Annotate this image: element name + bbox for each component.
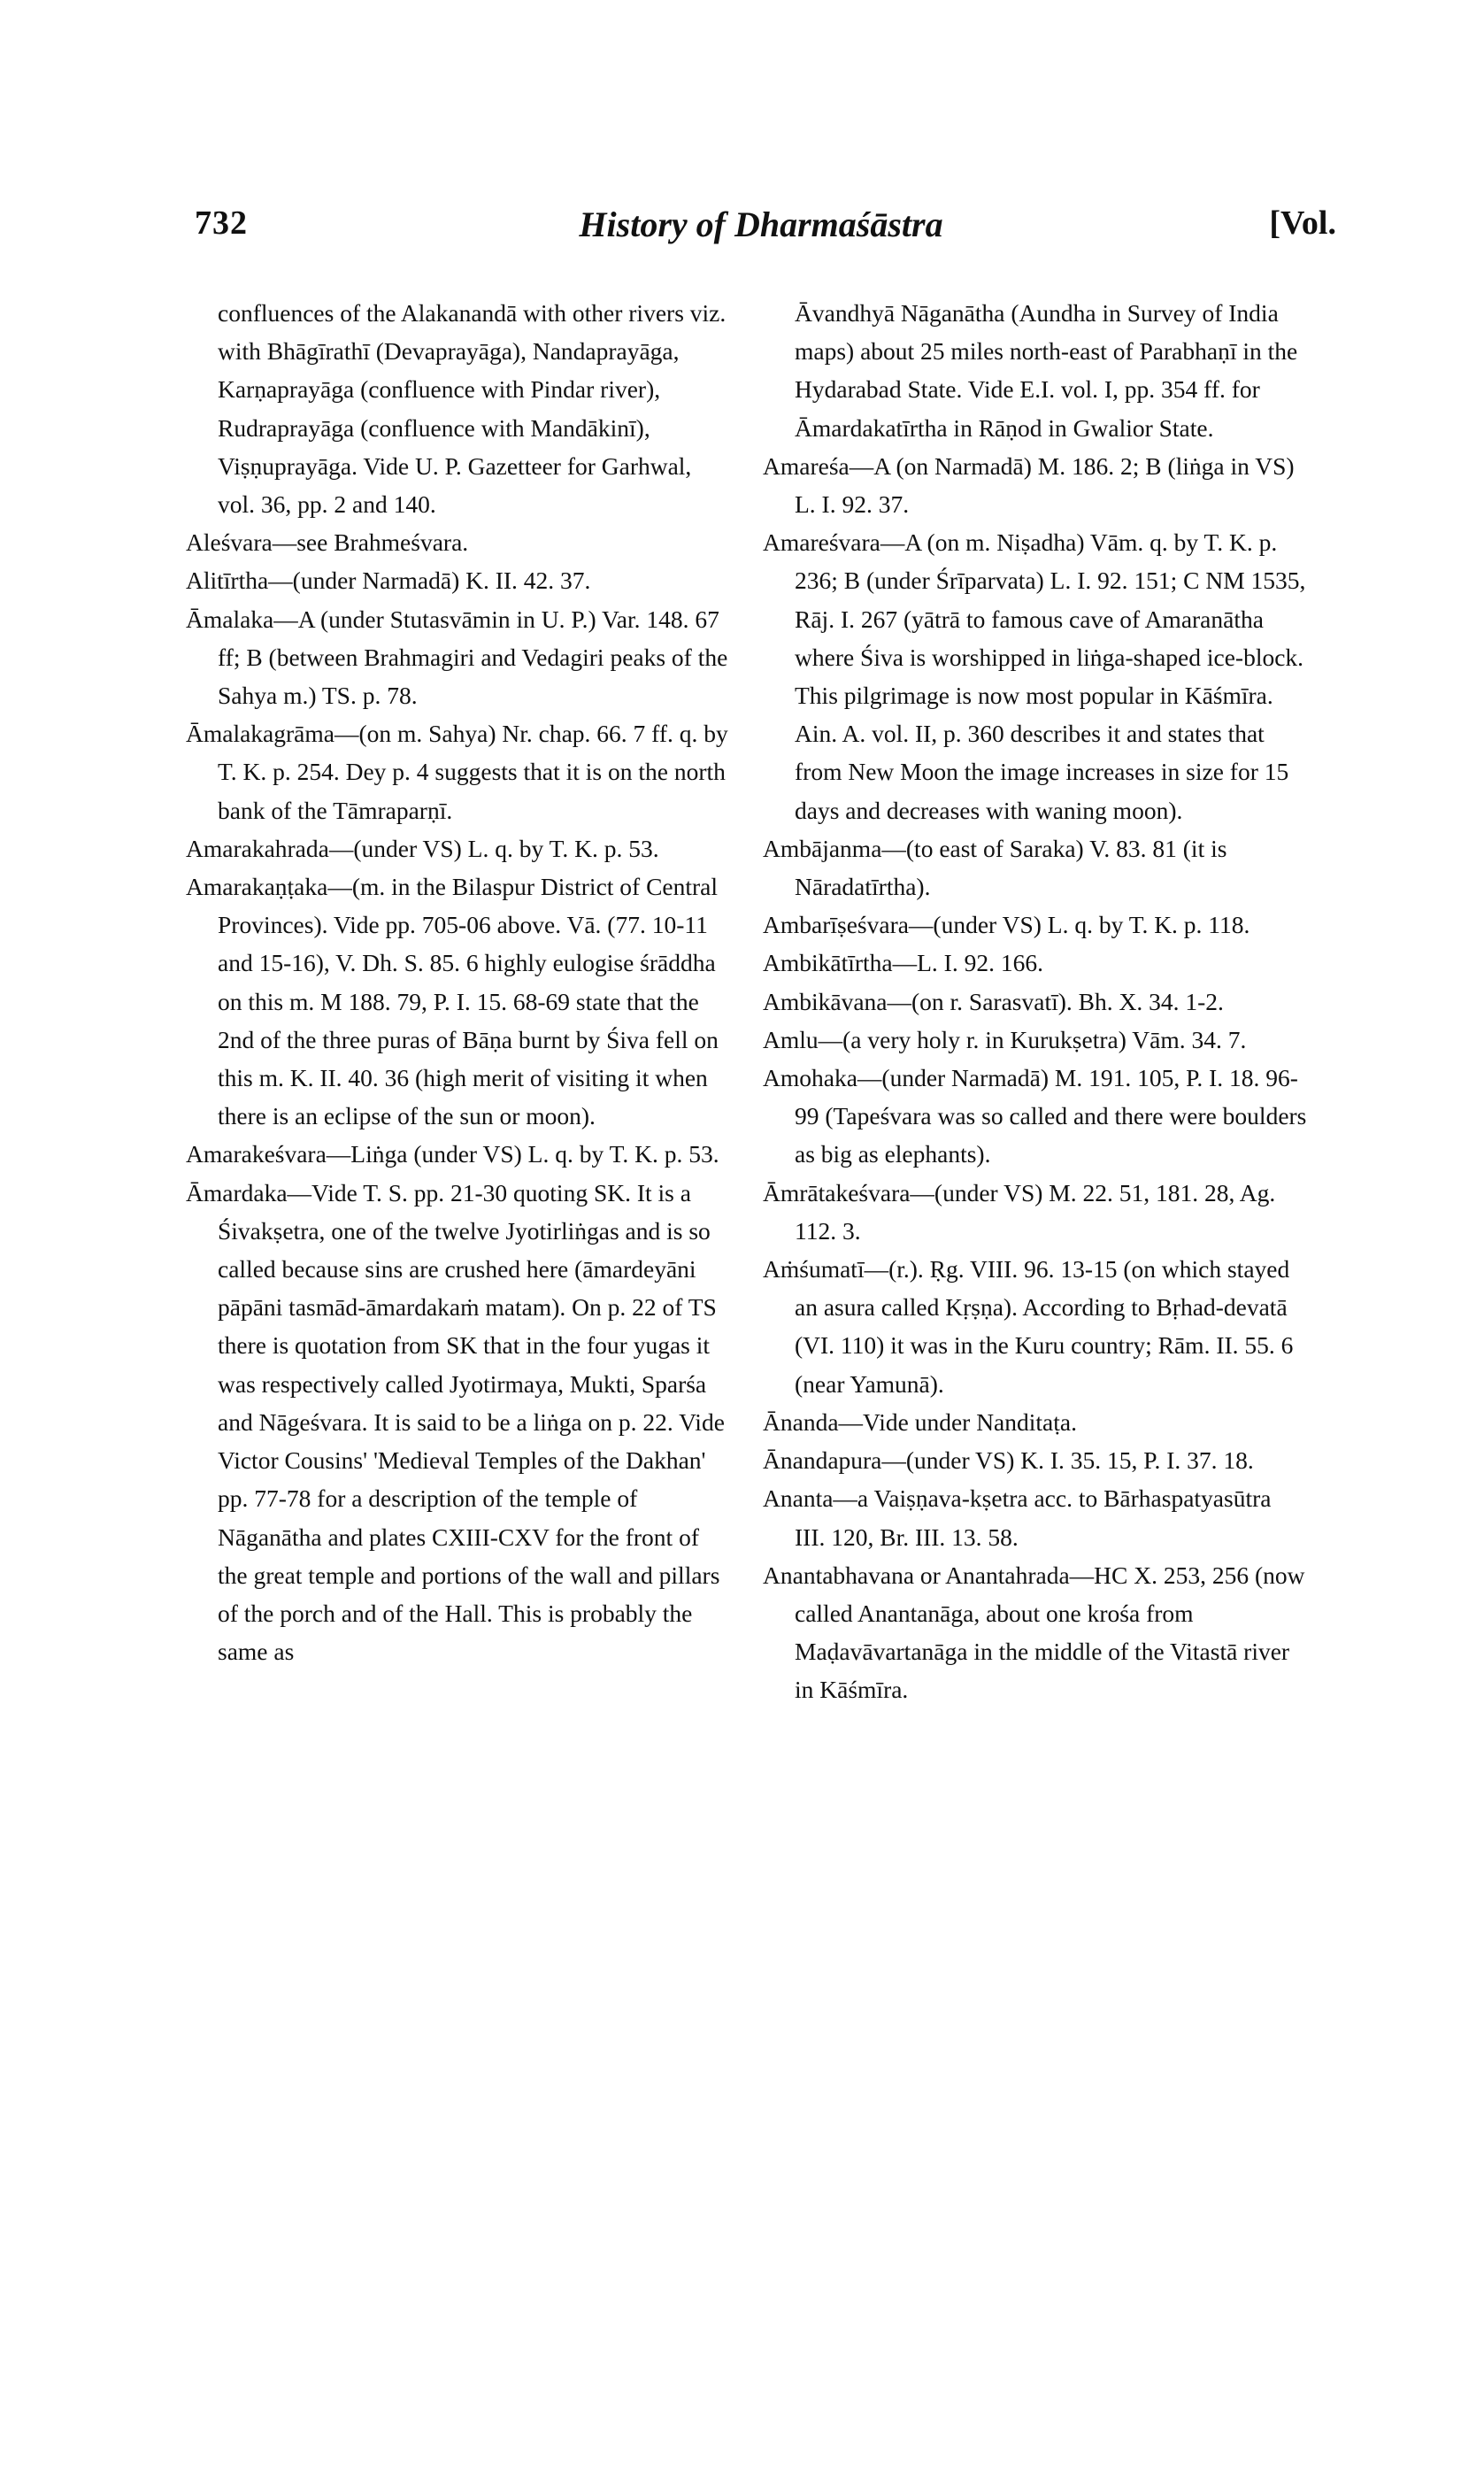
right-column	[763, 294, 1307, 1709]
entry-amarakantaka: Amarakaṇṭaka—(m. in the Bilaspur District of Central Provinces). Vide pp. 705-06 above. Vā. (77. 10-11 and 15-16), V. Dh. S. 85. 6 highly eulogise śrāddha on this m. M 188. 79, P. I. 15. 68-69 state that the 2nd of the three puras of Bāṇa burnt by Śiva fell on this m. K. II. 40. 36 (high merit of visiting it when there is an eclipse of the sun or moon).	[186, 873, 719, 1130]
entry-alesvara: Aleśvara—see Brahmeśvara.	[186, 528, 469, 557]
entry-amaresvara: Amareśvara—A (on m. Niṣadha) Vām. q. by T. K. p. 236; B (under Śrīparvata) L. I. 92. 151; C NM 1535, Rāj. I. 267 (yātrā to famous cave of Amaranātha where Śiva is worshipped in liṅga-shaped ice-block. This pilgrimage is now most popular in Kāśmīra. Ain. A. vol. II, p. 360 describes it and states that from New Moon the image increases in size for 15 days and decreases with waning moon).	[763, 528, 1306, 824]
entry-ambikavana: Ambikāvana—(on r. Sarasvatī). Bh. X. 34. 1-2.	[763, 987, 1224, 1015]
entry-continuation-avandhya: Āvandhyā Nāganātha (Aundha in Survey of India maps) about 25 miles north-east of Parabhaṇī in the Hydarabad State. Vide E.I. vol. I, pp. 354 ff. for Āmardakatīrtha in Rāṇod in Gwalior State.	[795, 299, 1298, 442]
entry-amsumati: Aṁśumatī—(r.). Ṛg. VIII. 96. 13-15 (on which stayed an asura called Kṛṣṇa). According to Bṛhad-devatā (VI. 110) it was in the Kuru country; Rām. II. 55. 6 (near Yamunā).	[763, 1255, 1294, 1398]
left-column	[186, 294, 730, 1670]
entry-amratakesvara: Āmrātakeśvara—(under VS) M. 22. 51, 181. 28, Ag. 112. 3.	[763, 1178, 1276, 1245]
entry-ambarisesvara: Ambarīṣeśvara—(under VS) L. q. by T. K. p. 118.	[763, 911, 1250, 939]
page-number: 732	[195, 204, 248, 242]
page-header	[186, 193, 1336, 255]
entry-ambikatirtha: Ambikātīrtha—L. I. 92. 166.	[763, 949, 1043, 977]
entry-amlu: Amlu—(a very holy r. in Kurukṣetra) Vām. 34. 7.	[763, 1025, 1247, 1053]
entry-ambajanma: Ambājanma—(to east of Saraka) V. 83. 81 (it is Nāradatīrtha).	[763, 834, 1227, 901]
entry-ananda: Ānanda—Vide under Nanditaṭa.	[763, 1407, 1077, 1436]
entry-amardaka: Āmardaka—Vide T. S. pp. 21-30 quoting SK. It is a Śivakṣetra, one of the twelve Jyotirliṅgas and is so called because sins are crushed here (āmardeyāni pāpāni tasmād-āmardakaṁ matam). On p. 22 of TS there is quotation from SK that in the four yugas it was respectively called Jyotirmaya, Mukti, Sparśa and Nāgeśvara. It is said to be a liṅga on p. 22. Vide Victor Cousins' 'Medieval Temples of the Dakhan' pp. 77-78 for a description of the temple of Nāganātha and plates CXIII-CXV for the front of the great temple and portions of the wall and pillars of the porch and of the Hall. This is probably the same as	[186, 1178, 725, 1666]
entry-amohaka: Amohaka—(under Narmadā) M. 191. 105, P. I. 18. 96-99 (Tapeśvara was so called and there were boulders as big as elephants).	[763, 1064, 1307, 1168]
entry-amarakahrada: Amarakahrada—(under VS) L. q. by T. K. p. 53.	[186, 834, 659, 862]
entry-continuation: confluences of the Alakanandā with other rivers viz. with Bhāgīrathī (Devaprayāga), Nandaprayāga, Karṇaprayāga (confluence with Pindar river), Rudraprayāga (confluence with Mandākinī), Viṣṇuprayāga. Vide U. P. Gazetteer for Garhwal, vol. 36, pp. 2 and 140.	[218, 299, 727, 519]
entry-amarakesvara: Amarakeśvara—Liṅga (under VS) L. q. by T. K. p. 53.	[186, 1140, 719, 1168]
entry-alitirtha: Alitīrtha—(under Narmadā) K. II. 42. 37.	[186, 567, 591, 595]
entry-amaresa: Amareśa—A (on Narmadā) M. 186. 2; B (liṅga in VS) L. I. 92. 37.	[763, 451, 1295, 519]
entry-amalaka: Āmalaka—A (under Stutasvāmin in U. P.) Var. 148. 67 ff; B (between Brahmagiri and Vedagiri peaks of the Sahya m.) TS. p. 78.	[186, 605, 728, 710]
running-title: History of Dharmaśāstra	[579, 204, 943, 244]
entry-ananta: Ananta—a Vaiṣṇava-kṣetra acc. to Bārhaspatyasūtra III. 120, Br. III. 13. 58.	[763, 1484, 1272, 1551]
volume-label: [Vol.	[1269, 204, 1336, 242]
entry-anantabhavana: Anantabhavana or Anantahrada—HC X. 253, 256 (now called Anantanāga, about one krośa from Maḍavāvartanāga in the middle of the Vitastā river in Kāśmīra.	[763, 1561, 1305, 1704]
entry-anandapura: Ānandapura—(under VS) K. I. 35. 15, P. I. 37. 18.	[763, 1446, 1254, 1475]
entry-amalakagrama: Āmalakagrāma—(on m. Sahya) Nr. chap. 66. 7 ff. q. by T. K. p. 254. Dey p. 4 suggests that it is on the north bank of the Tāmraparṇī.	[186, 720, 728, 824]
